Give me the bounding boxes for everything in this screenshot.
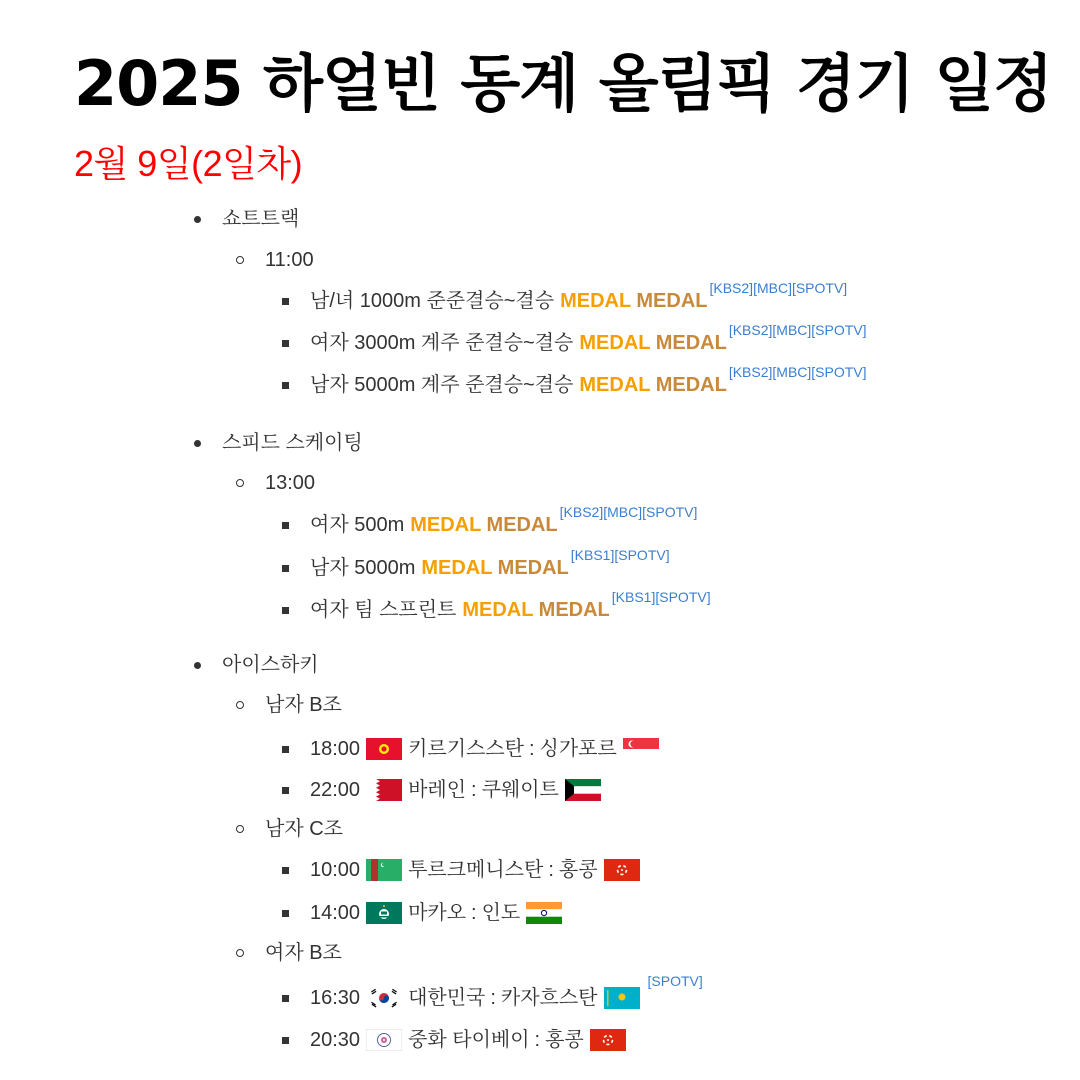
team-home: 대한민국 [408,987,486,1009]
bullet-square-icon [282,910,289,917]
gold-medal-label: MEDAL [462,599,534,621]
silver-medal-label: MEDAL [655,332,727,354]
team-home: 바레인 [408,779,467,801]
group-label: 남자 B조 [265,694,342,716]
group-heading [265,814,343,844]
match-separator: : [528,738,535,760]
team-home: 투르크메니스탄 [408,859,544,881]
singapore-flag-icon [623,738,659,760]
bullet-square-icon [282,340,289,347]
chinese-taipei-flag-icon [366,1029,402,1051]
kyrgyzstan-flag-icon [366,738,402,760]
team-home: 마카오 [408,902,467,924]
event-item [310,547,670,583]
bullet-disc-icon [194,662,201,669]
bullet-circle-icon [236,949,244,957]
match-item [310,1025,632,1055]
team-away: 홍콩 [558,859,598,881]
match-time: 10:00 [310,859,361,881]
gold-medal-label: MEDAL [560,290,631,312]
bahrain-flag-icon [366,779,402,801]
silver-medal-label: MEDAL [655,374,727,396]
match-separator: : [471,902,477,924]
india-flag-icon [526,902,562,924]
match-time: 22:00 [310,779,361,801]
event-item [310,504,698,540]
match-time: 18:00 [310,738,361,760]
bullet-square-icon [282,382,289,389]
bullet-circle-icon [236,701,244,709]
bullet-square-icon [282,565,289,572]
silver-medal-label: MEDAL [636,290,708,312]
group-heading [265,468,315,498]
broadcast-channels[interactable]: [KBS2][MBC][SPOTV] [709,280,848,296]
match-item [310,973,703,1013]
broadcast-channels[interactable]: [KBS1][SPOTV] [611,589,711,605]
group-label: 여자 B조 [265,942,342,964]
page-title: 2025 하얼빈 동계 올림픽 경기 일정 [74,47,1053,120]
sport-heading [222,428,363,458]
match-separator: : [490,987,496,1009]
medal-badge [560,286,707,316]
team-away: 쿠웨이트 [481,779,559,801]
team-away: 인도 [481,902,521,924]
event-item [310,322,867,358]
event-item [310,280,848,316]
group-heading [265,690,342,720]
bullet-square-icon [282,522,289,529]
gold-medal-label: MEDAL [410,514,481,536]
team-home: 중화 타이베이 [408,1029,530,1051]
hong-kong-flag-icon [590,1029,626,1051]
team-away: 카자흐스탄 [500,987,598,1009]
hong-kong-flag-icon [604,859,640,881]
match-item [310,898,568,928]
medal-badge [462,595,609,625]
match-item [310,855,646,885]
match-separator: : [548,859,554,881]
sport-heading [222,204,299,234]
medal-badge [579,328,726,358]
group-label: 남자 C조 [265,818,343,840]
turkmenistan-flag-icon [366,859,402,881]
group-heading [265,938,342,968]
bullet-circle-icon [236,825,244,833]
date-subtitle: 2월 9일(2일차) [74,143,303,184]
broadcast-channels[interactable]: [KBS2][MBC][SPOTV] [559,504,698,520]
event-item [310,589,711,625]
medal-badge [410,510,557,540]
bullet-square-icon [282,607,289,614]
bullet-disc-icon [194,440,201,447]
group-heading [265,245,314,275]
match-time: 14:00 [310,902,361,924]
bullet-square-icon [282,867,289,874]
bullet-circle-icon [236,256,244,264]
macao-flag-icon [366,902,402,924]
silver-medal-label: MEDAL [497,557,569,579]
group-label: 11:00 [265,249,314,271]
event-item [310,364,867,400]
bullet-square-icon [282,1037,289,1044]
match-separator: : [471,779,477,801]
silver-medal-label: MEDAL [486,514,558,536]
match-item [310,734,665,764]
event-name: 여자 팀 스프린트 [310,599,457,621]
broadcast-channels[interactable]: [KBS1][SPOTV] [570,547,670,563]
sport-name: 쇼트트랙 [222,208,300,230]
silver-medal-label: MEDAL [538,599,610,621]
gold-medal-label: MEDAL [579,332,651,354]
match-item [310,775,607,805]
kazakhstan-flag-icon [604,987,640,1009]
event-name: 여자 500m [310,514,405,536]
group-label: 13:00 [265,472,316,494]
broadcast-channels[interactable]: [KBS2][MBC][SPOTV] [728,364,867,380]
broadcast-channels[interactable]: [KBS2][MBC][SPOTV] [728,322,867,338]
match-time: 16:30 [310,987,361,1009]
team-home: 키르기스스탄 [408,738,524,760]
bullet-circle-icon [236,479,244,487]
medal-badge [421,553,568,583]
bullet-square-icon [282,787,289,794]
medal-badge [579,370,726,400]
sport-name: 아이스하키 [222,654,319,676]
team-away: 싱가포르 [539,738,617,760]
bullet-disc-icon [194,216,201,223]
bullet-square-icon [282,995,289,1002]
bullet-square-icon [282,298,289,305]
event-name: 여자 3000m 계주 준결승~결승 [310,332,574,354]
sport-name: 스피드 스케이팅 [222,432,363,454]
sport-heading [222,650,319,680]
event-name: 남/녀 1000m 준준결승~결승 [310,290,555,312]
team-away: 홍콩 [545,1029,584,1051]
match-time: 20:30 [310,1029,361,1051]
kuwait-flag-icon [565,779,601,801]
gold-medal-label: MEDAL [579,374,651,396]
bullet-square-icon [282,746,289,753]
event-name: 남자 5000m 계주 준결승~결승 [310,374,574,396]
broadcast-channels[interactable]: [SPOTV] [647,973,703,989]
match-separator: : [534,1029,541,1051]
south-korea-flag-icon [366,987,402,1009]
gold-medal-label: MEDAL [421,557,493,579]
event-name: 남자 5000m [310,557,416,579]
